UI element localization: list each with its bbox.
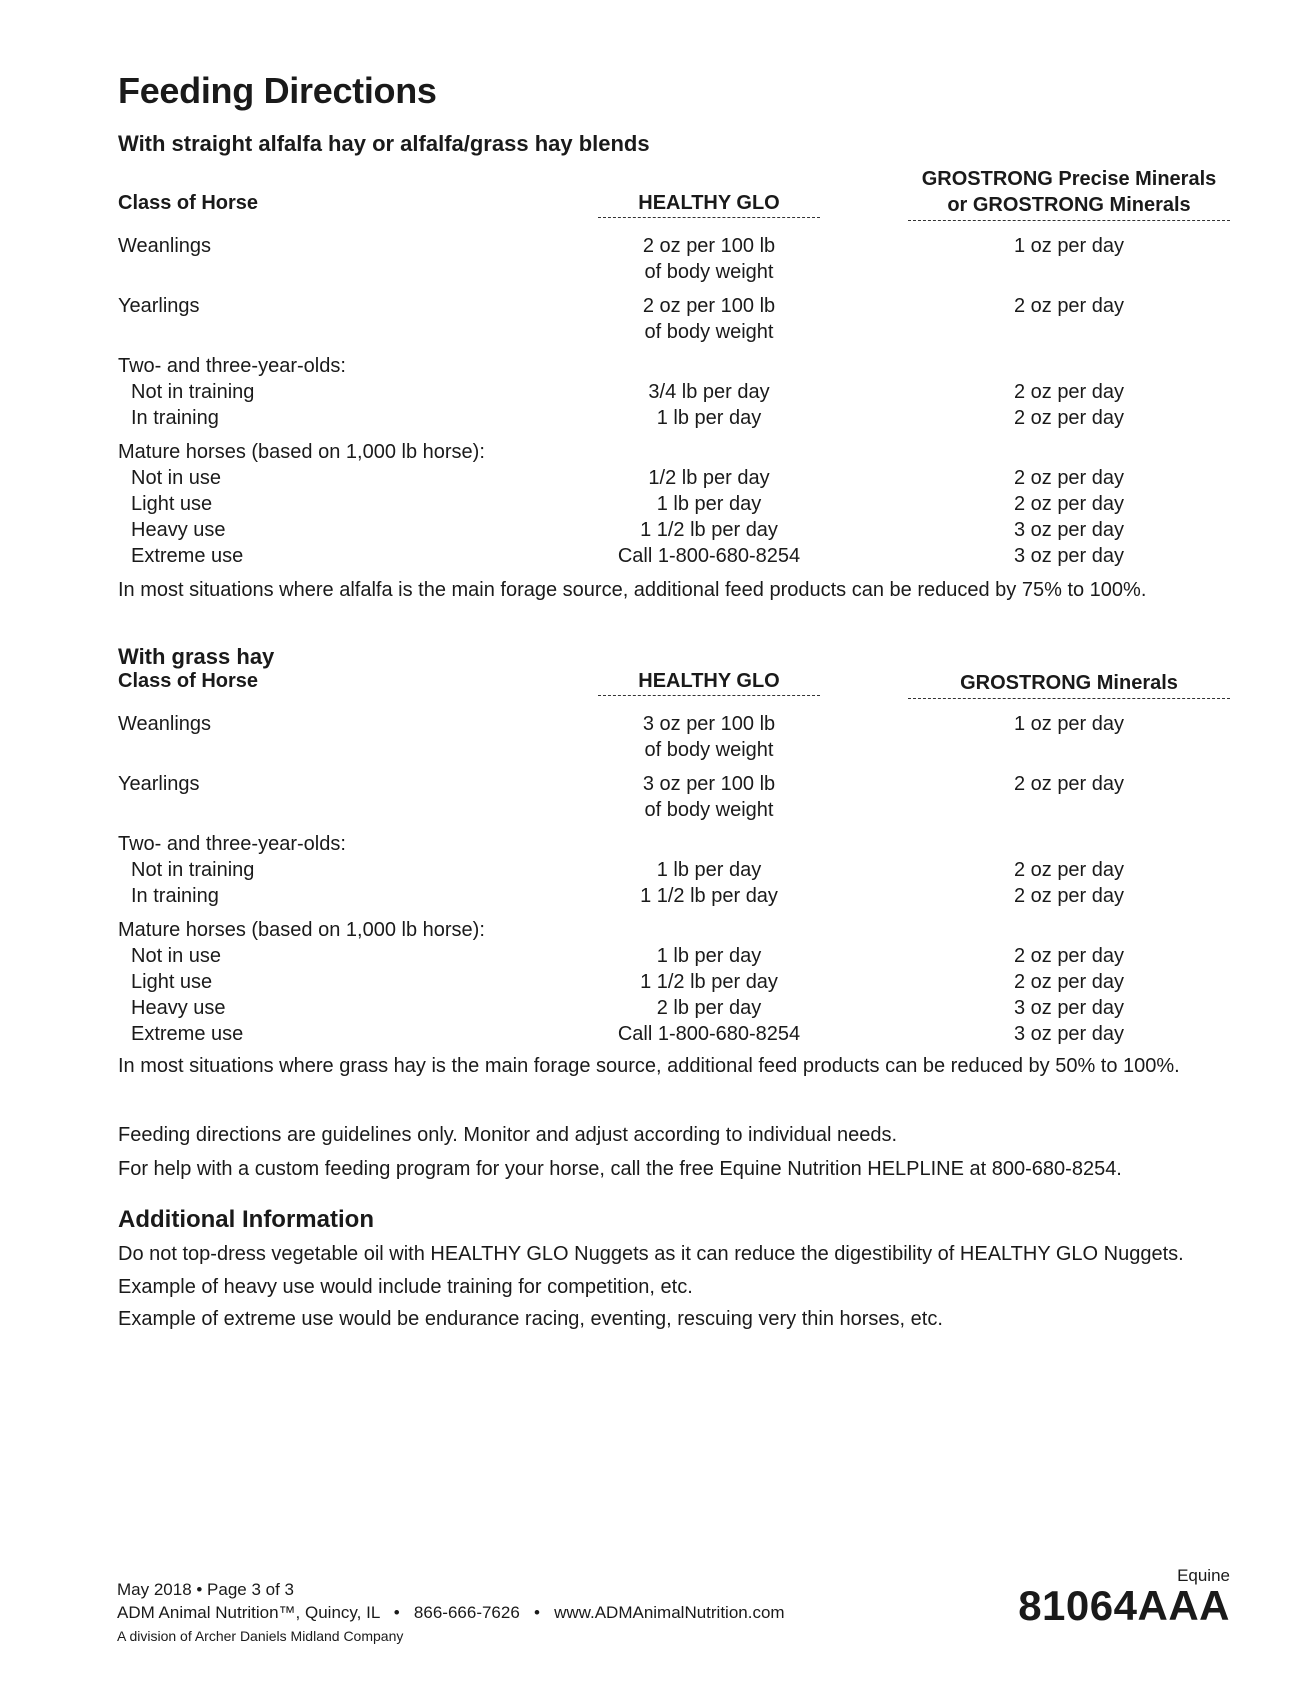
footer-company-line: ADM Animal Nutrition™, Quincy, IL • 866-666-7626 • www.ADMAnimalNutrition.com: [117, 1603, 785, 1622]
footer-division: A division of Archer Daniels Midland Company: [117, 1628, 404, 1644]
section1-col-healthyglo-header: HEALTHY GLO: [598, 192, 820, 218]
row-healthyglo-value: 2 oz per 100 lb of body weight: [642, 235, 776, 283]
row-grostrong-value: 2 oz per day: [1013, 493, 1125, 515]
row-grostrong-value: 3 oz per day: [1013, 519, 1125, 541]
row-label: Not in training: [131, 381, 255, 403]
row-healthyglo-value: 1 lb per day: [656, 407, 762, 429]
guideline-text: Feeding directions are guidelines only. Monitor and adjust according to individual needs.: [118, 1124, 897, 1146]
row-grostrong-value: 2 oz per day: [1013, 859, 1125, 881]
section2-col-class-header: Class of Horse: [118, 670, 259, 692]
row-grostrong-value: 1 oz per day: [1013, 235, 1125, 257]
row-label: Two- and three-year-olds:: [118, 355, 346, 377]
row-grostrong-value: 3 oz per day: [1013, 1023, 1125, 1045]
section1-note: In most situations where alfalfa is the main forage source, additional feed products can be reduced by 75% to 100%.: [118, 579, 1147, 601]
row-healthyglo-value: Call 1-800-680-8254: [617, 1023, 801, 1045]
footer-date-page: May 2018 • Page 3 of 3: [117, 1580, 295, 1599]
row-healthyglo-value: 1 1/2 lb per day: [640, 885, 778, 907]
row-healthyglo-value: Call 1-800-680-8254: [617, 545, 801, 567]
row-healthyglo-value: 1 1/2 lb per day: [640, 519, 778, 541]
row-grostrong-value: 2 oz per day: [1013, 467, 1125, 489]
row-label: Yearlings: [118, 773, 200, 795]
row-label: Extreme use: [131, 545, 244, 567]
table-row: [118, 293, 1230, 345]
additional-info-line: Example of heavy use would include training for competition, etc.: [118, 1276, 693, 1298]
row-label: Heavy use: [131, 997, 226, 1019]
row-label: Weanlings: [118, 235, 212, 257]
row-grostrong-value: 2 oz per day: [1013, 381, 1125, 403]
section1-col-grostrong-line1: GROSTRONG Precise Minerals: [921, 168, 1217, 190]
row-grostrong-value: 2 oz per day: [1013, 773, 1125, 795]
row-label: Light use: [131, 971, 213, 993]
row-healthyglo-value: 3 oz per 100 lb of body weight: [642, 773, 776, 821]
row-healthyglo-value: 1 lb per day: [656, 945, 762, 967]
row-healthyglo-value: 1 lb per day: [656, 493, 762, 515]
row-grostrong-value: 3 oz per day: [1013, 997, 1125, 1019]
page-title: Feeding Directions: [118, 70, 437, 111]
section1-subtitle: With straight alfalfa hay or alfalfa/grass hay blends: [118, 131, 650, 156]
table-row: [118, 233, 1230, 285]
section2-col-healthyglo-header: HEALTHY GLO: [598, 670, 820, 696]
row-healthyglo-value: 2 lb per day: [656, 997, 762, 1019]
row-label: Extreme use: [131, 1023, 244, 1045]
product-code: 81064AAA: [1018, 1582, 1230, 1629]
row-healthyglo-value: 2 oz per 100 lb of body weight: [642, 295, 776, 343]
row-grostrong-value: 2 oz per day: [1013, 971, 1125, 993]
row-label: Weanlings: [118, 713, 212, 735]
row-label: Light use: [131, 493, 213, 515]
row-grostrong-value: 2 oz per day: [1013, 407, 1125, 429]
table-row: [118, 771, 1230, 823]
row-label: Not in use: [131, 467, 222, 489]
row-label: Two- and three-year-olds:: [118, 833, 346, 855]
row-label: Mature horses (based on 1,000 lb horse):: [118, 441, 485, 463]
table-row: [118, 711, 1230, 763]
row-grostrong-value: 2 oz per day: [1013, 945, 1125, 967]
row-label: Not in use: [131, 945, 222, 967]
row-grostrong-value: 2 oz per day: [1013, 885, 1125, 907]
section2-note: In most situations where grass hay is the main forage source, additional feed products can be reduced by 50% to 100%.: [118, 1055, 1180, 1077]
row-label: Mature horses (based on 1,000 lb horse):: [118, 919, 485, 941]
additional-info-line: Example of extreme use would be endurance racing, eventing, rescuing very thin horses, etc.: [118, 1308, 943, 1330]
row-healthyglo-value: 3/4 lb per day: [648, 381, 770, 403]
row-label: Yearlings: [118, 295, 200, 317]
section1-col-grostrong-line2: or GROSTRONG Minerals: [947, 194, 1191, 216]
additional-info-line: Do not top-dress vegetable oil with HEALTHY GLO Nuggets as it can reduce the digestibility of HEALTHY GLO Nuggets.: [118, 1243, 1184, 1265]
helpline-text: For help with a custom feeding program for your horse, call the free Equine Nutrition HELPLINE at 800-680-8254.: [118, 1158, 1122, 1180]
section2-heading: With grass hay: [118, 644, 275, 669]
row-healthyglo-value: 3 oz per 100 lb of body weight: [642, 713, 776, 761]
row-healthyglo-value: 1/2 lb per day: [648, 467, 770, 489]
section1-col-grostrong-header: [908, 166, 1230, 221]
section1-col-class-header: Class of Horse: [118, 192, 259, 214]
row-healthyglo-value: 1 lb per day: [656, 859, 762, 881]
row-grostrong-value: 1 oz per day: [1013, 713, 1125, 735]
row-label: In training: [131, 407, 219, 429]
row-grostrong-value: 2 oz per day: [1013, 295, 1125, 317]
row-healthyglo-value: 1 1/2 lb per day: [640, 971, 778, 993]
row-grostrong-value: 3 oz per day: [1013, 545, 1125, 567]
row-label: In training: [131, 885, 219, 907]
footer-category: Equine: [1177, 1566, 1230, 1585]
row-label: Not in training: [131, 859, 255, 881]
section2-col-grostrong-header: GROSTRONG Minerals: [908, 670, 1230, 699]
row-label: Heavy use: [131, 519, 226, 541]
additional-info-heading: Additional Information: [118, 1206, 374, 1233]
